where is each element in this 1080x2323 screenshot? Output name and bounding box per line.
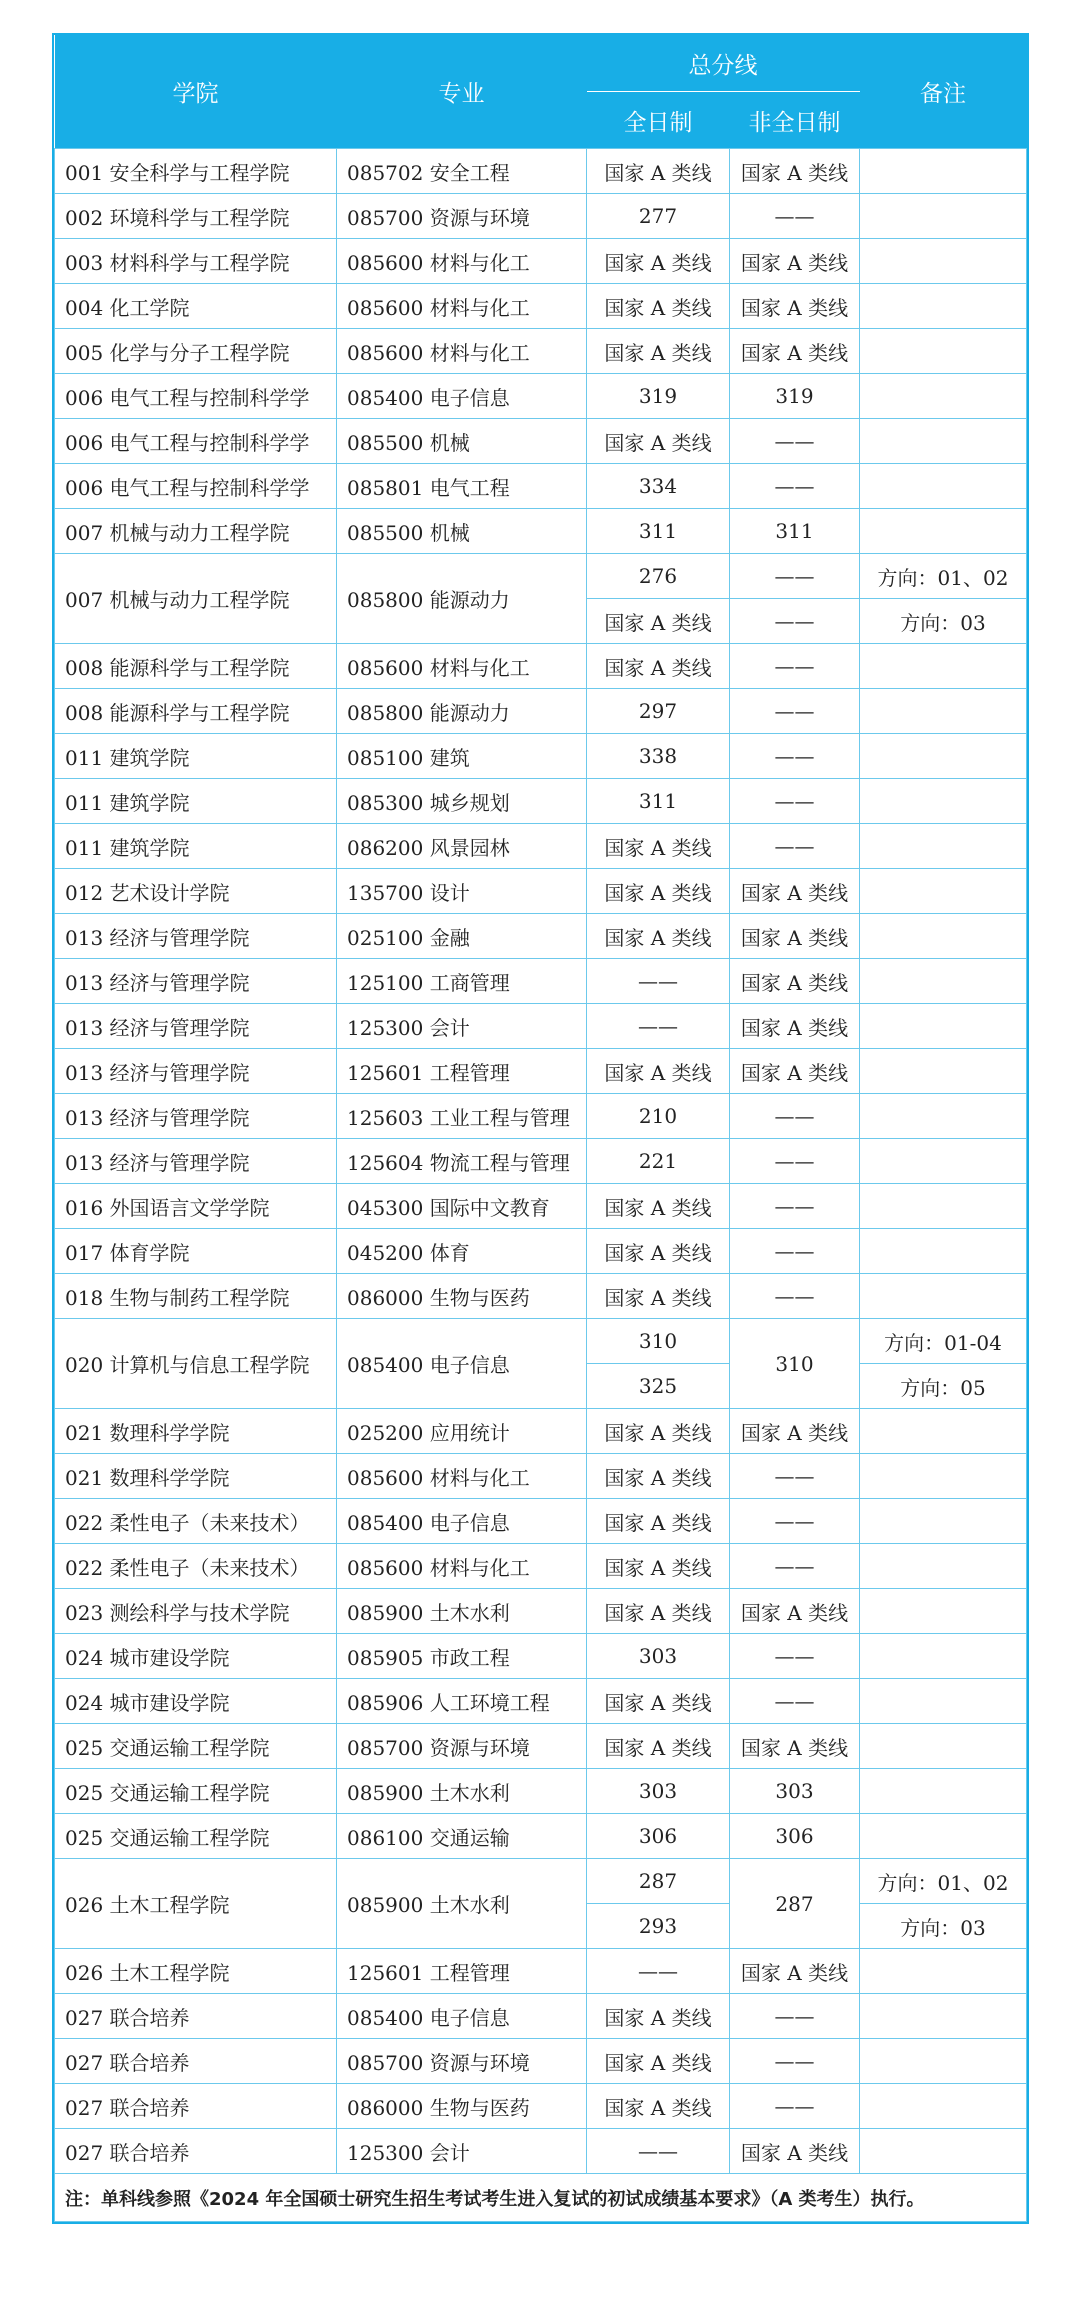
- table-row: [55, 1049, 1027, 1094]
- remark-cell: [860, 329, 1027, 374]
- part-time-score-cell: ——: [730, 1634, 860, 1679]
- major-cell: 085600 材料与化工: [337, 644, 587, 689]
- table-row: [55, 1994, 1027, 2039]
- major-cell: 085600 材料与化工: [337, 1454, 587, 1499]
- remark-cell: [860, 1634, 1027, 1679]
- remark-cell: [860, 1724, 1027, 1769]
- part-time-score-cell: ——: [730, 689, 860, 734]
- part-time-score-cell: 310: [730, 1319, 860, 1409]
- full-time-score-cell: 国家 A 类线: [587, 1589, 730, 1634]
- part-time-score-cell: 国家 A 类线: [730, 149, 860, 194]
- full-time-score-cell: 210: [587, 1094, 730, 1139]
- part-time-score-cell: ——: [730, 464, 860, 509]
- remark-cell: [860, 1094, 1027, 1139]
- college-cell: 013 经济与管理学院: [55, 914, 337, 959]
- full-time-score-cell: 国家 A 类线: [587, 149, 730, 194]
- major-cell: 085702 安全工程: [337, 149, 587, 194]
- college-cell: 013 经济与管理学院: [55, 1004, 337, 1049]
- part-time-score-cell: 国家 A 类线: [730, 959, 860, 1004]
- major-cell: 086100 交通运输: [337, 1814, 587, 1859]
- table-row: [55, 149, 1027, 194]
- full-time-score-cell: 国家 A 类线: [587, 824, 730, 869]
- college-cell: 007 机械与动力工程学院: [55, 554, 337, 644]
- remark-cell: [860, 779, 1027, 824]
- full-time-score-cell: 国家 A 类线: [587, 1049, 730, 1094]
- college-cell: 025 交通运输工程学院: [55, 1724, 337, 1769]
- full-time-score-cell: 221: [587, 1139, 730, 1184]
- major-cell: 045300 国际中文教育: [337, 1184, 587, 1229]
- full-time-score-cell: 277: [587, 194, 730, 239]
- remark-cell: [860, 1679, 1027, 1724]
- full-time-score-cell: 国家 A 类线: [587, 419, 730, 464]
- full-time-score-cell: 国家 A 类线: [587, 2039, 730, 2084]
- college-cell: 023 测绘科学与技术学院: [55, 1589, 337, 1634]
- table-row: [55, 1274, 1027, 1319]
- full-time-score-cell: ——: [587, 1949, 730, 1994]
- table-row: [55, 1229, 1027, 1274]
- table-row: [55, 1679, 1027, 1724]
- full-time-score-cell: 297: [587, 689, 730, 734]
- remark-cell: 方向：05: [860, 1364, 1027, 1409]
- college-cell: 004 化工学院: [55, 284, 337, 329]
- major-cell: 085900 土木水利: [337, 1859, 587, 1949]
- college-cell: 007 机械与动力工程学院: [55, 509, 337, 554]
- table-row: [55, 1139, 1027, 1184]
- college-cell: 011 建筑学院: [55, 779, 337, 824]
- remark-cell: [860, 1049, 1027, 1094]
- table-row: [55, 1949, 1027, 1994]
- full-time-score-cell: 国家 A 类线: [587, 914, 730, 959]
- remark-cell: [860, 914, 1027, 959]
- remark-cell: [860, 2129, 1027, 2174]
- table-row: [55, 734, 1027, 779]
- full-time-score-cell: 319: [587, 374, 730, 419]
- remark-cell: [860, 194, 1027, 239]
- header-major: 专业: [337, 35, 587, 149]
- full-time-score-cell: 国家 A 类线: [587, 1544, 730, 1589]
- major-cell: 085800 能源动力: [337, 689, 587, 734]
- table-row: [55, 869, 1027, 914]
- major-cell: 085400 电子信息: [337, 1319, 587, 1409]
- remark-cell: [860, 1814, 1027, 1859]
- part-time-score-cell: 319: [730, 374, 860, 419]
- major-cell: 125300 会计: [337, 1004, 587, 1049]
- table-body: [55, 149, 1027, 2174]
- table-row: [55, 1769, 1027, 1814]
- remark-cell: 方向：01、02: [860, 1859, 1027, 1904]
- full-time-score-cell: 303: [587, 1634, 730, 1679]
- table-row: [55, 959, 1027, 1004]
- remark-cell: 方向：03: [860, 1904, 1027, 1949]
- remark-cell: 方向：03: [860, 599, 1027, 644]
- major-cell: 125300 会计: [337, 2129, 587, 2174]
- major-cell: 125100 工商管理: [337, 959, 587, 1004]
- major-cell: 086000 生物与医药: [337, 1274, 587, 1319]
- table-row: [55, 1409, 1027, 1454]
- full-time-score-cell: 国家 A 类线: [587, 2084, 730, 2129]
- college-cell: 027 联合培养: [55, 1994, 337, 2039]
- part-time-score-cell: ——: [730, 2039, 860, 2084]
- remark-cell: [860, 1229, 1027, 1274]
- college-cell: 024 城市建设学院: [55, 1634, 337, 1679]
- remark-cell: [860, 1544, 1027, 1589]
- remark-cell: [860, 1769, 1027, 1814]
- header-part-time: 非全日制: [730, 92, 860, 149]
- college-cell: 026 土木工程学院: [55, 1859, 337, 1949]
- college-cell: 022 柔性电子（未来技术）: [55, 1499, 337, 1544]
- full-time-score-cell: 国家 A 类线: [587, 599, 730, 644]
- full-time-score-cell: 国家 A 类线: [587, 239, 730, 284]
- part-time-score-cell: 国家 A 类线: [730, 1004, 860, 1049]
- table-row: [55, 1319, 1027, 1364]
- college-cell: 008 能源科学与工程学院: [55, 644, 337, 689]
- part-time-score-cell: 303: [730, 1769, 860, 1814]
- table-header: [55, 35, 1027, 149]
- full-time-score-cell: 国家 A 类线: [587, 644, 730, 689]
- part-time-score-cell: ——: [730, 419, 860, 464]
- remark-cell: [860, 509, 1027, 554]
- full-time-score-cell: 306: [587, 1814, 730, 1859]
- remark-cell: [860, 2084, 1027, 2129]
- major-cell: 125603 工业工程与管理: [337, 1094, 587, 1139]
- major-cell: 085700 资源与环境: [337, 2039, 587, 2084]
- table-row: [55, 1724, 1027, 1769]
- college-cell: 006 电气工程与控制科学学: [55, 419, 337, 464]
- full-time-score-cell: ——: [587, 959, 730, 1004]
- full-time-score-cell: 325: [587, 1364, 730, 1409]
- part-time-score-cell: ——: [730, 779, 860, 824]
- major-cell: 086200 风景园林: [337, 824, 587, 869]
- part-time-score-cell: 国家 A 类线: [730, 239, 860, 284]
- table-row: [55, 2129, 1027, 2174]
- part-time-score-cell: 311: [730, 509, 860, 554]
- part-time-score-cell: 国家 A 类线: [730, 1589, 860, 1634]
- major-cell: 085600 材料与化工: [337, 1544, 587, 1589]
- college-cell: 027 联合培养: [55, 2039, 337, 2084]
- table-row: [55, 239, 1027, 284]
- remark-cell: [860, 374, 1027, 419]
- part-time-score-cell: ——: [730, 1094, 860, 1139]
- part-time-score-cell: ——: [730, 194, 860, 239]
- table-row: [55, 554, 1027, 599]
- college-cell: 021 数理科学学院: [55, 1409, 337, 1454]
- college-cell: 020 计算机与信息工程学院: [55, 1319, 337, 1409]
- part-time-score-cell: 国家 A 类线: [730, 869, 860, 914]
- full-time-score-cell: 334: [587, 464, 730, 509]
- part-time-score-cell: 国家 A 类线: [730, 329, 860, 374]
- footnote: 注：单科线参照《2024 年全国硕士研究生招生考试考生进入复试的初试成绩基本要求》（A 类考生）执行。: [55, 2174, 1027, 2222]
- college-cell: 002 环境科学与工程学院: [55, 194, 337, 239]
- remark-cell: [860, 869, 1027, 914]
- remark-cell: [860, 1949, 1027, 1994]
- college-cell: 027 联合培养: [55, 2129, 337, 2174]
- part-time-score-cell: 国家 A 类线: [730, 2129, 860, 2174]
- major-cell: 125601 工程管理: [337, 1049, 587, 1094]
- full-time-score-cell: 国家 A 类线: [587, 1409, 730, 1454]
- full-time-score-cell: 276: [587, 554, 730, 599]
- full-time-score-cell: 国家 A 类线: [587, 1679, 730, 1724]
- part-time-score-cell: ——: [730, 1994, 860, 2039]
- remark-cell: [860, 1139, 1027, 1184]
- major-cell: 125601 工程管理: [337, 1949, 587, 1994]
- part-time-score-cell: 国家 A 类线: [730, 1049, 860, 1094]
- part-time-score-cell: ——: [730, 599, 860, 644]
- table-row: [55, 1544, 1027, 1589]
- table-row: [55, 1589, 1027, 1634]
- part-time-score-cell: ——: [730, 1454, 860, 1499]
- major-cell: 085600 材料与化工: [337, 284, 587, 329]
- table-row: [55, 509, 1027, 554]
- remark-cell: [860, 1184, 1027, 1229]
- major-cell: 085600 材料与化工: [337, 239, 587, 284]
- full-time-score-cell: 310: [587, 1319, 730, 1364]
- remark-cell: [860, 149, 1027, 194]
- college-cell: 013 经济与管理学院: [55, 1139, 337, 1184]
- part-time-score-cell: 国家 A 类线: [730, 1724, 860, 1769]
- part-time-score-cell: ——: [730, 1229, 860, 1274]
- full-time-score-cell: 国家 A 类线: [587, 869, 730, 914]
- remark-cell: 方向：01、02: [860, 554, 1027, 599]
- remark-cell: [860, 464, 1027, 509]
- remark-cell: [860, 1004, 1027, 1049]
- major-cell: 025100 金融: [337, 914, 587, 959]
- major-cell: 085900 土木水利: [337, 1589, 587, 1634]
- part-time-score-cell: ——: [730, 1274, 860, 1319]
- college-cell: 024 城市建设学院: [55, 1679, 337, 1724]
- table-row: [55, 824, 1027, 869]
- major-cell: 085900 土木水利: [337, 1769, 587, 1814]
- part-time-score-cell: 国家 A 类线: [730, 284, 860, 329]
- header-college: 学院: [55, 35, 337, 149]
- part-time-score-cell: ——: [730, 824, 860, 869]
- part-time-score-cell: ——: [730, 644, 860, 689]
- full-time-score-cell: 国家 A 类线: [587, 1724, 730, 1769]
- remark-cell: [860, 1274, 1027, 1319]
- college-cell: 013 经济与管理学院: [55, 959, 337, 1004]
- table-row: [55, 284, 1027, 329]
- part-time-score-cell: 306: [730, 1814, 860, 1859]
- full-time-score-cell: 国家 A 类线: [587, 1229, 730, 1274]
- full-time-score-cell: 287: [587, 1859, 730, 1904]
- major-cell: 085801 电气工程: [337, 464, 587, 509]
- table-row: [55, 1859, 1027, 1904]
- remark-cell: [860, 1499, 1027, 1544]
- remark-cell: [860, 1409, 1027, 1454]
- remark-cell: [860, 419, 1027, 464]
- college-cell: 017 体育学院: [55, 1229, 337, 1274]
- table-row: [55, 374, 1027, 419]
- college-cell: 025 交通运输工程学院: [55, 1769, 337, 1814]
- college-cell: 003 材料科学与工程学院: [55, 239, 337, 284]
- major-cell: 085800 能源动力: [337, 554, 587, 644]
- full-time-score-cell: 303: [587, 1769, 730, 1814]
- full-time-score-cell: 293: [587, 1904, 730, 1949]
- major-cell: 085600 材料与化工: [337, 329, 587, 374]
- part-time-score-cell: ——: [730, 1544, 860, 1589]
- major-cell: 135700 设计: [337, 869, 587, 914]
- college-cell: 021 数理科学学院: [55, 1454, 337, 1499]
- college-cell: 022 柔性电子（未来技术）: [55, 1544, 337, 1589]
- part-time-score-cell: 287: [730, 1859, 860, 1949]
- college-cell: 018 生物与制药工程学院: [55, 1274, 337, 1319]
- table-row: [55, 644, 1027, 689]
- part-time-score-cell: ——: [730, 1139, 860, 1184]
- header-remark: 备注: [860, 35, 1027, 149]
- part-time-score-cell: ——: [730, 1679, 860, 1724]
- part-time-score-cell: ——: [730, 734, 860, 779]
- full-time-score-cell: 国家 A 类线: [587, 1274, 730, 1319]
- full-time-score-cell: 国家 A 类线: [587, 1994, 730, 2039]
- remark-cell: [860, 1994, 1027, 2039]
- major-cell: 125604 物流工程与管理: [337, 1139, 587, 1184]
- table-row: [55, 329, 1027, 374]
- table-row: [55, 689, 1027, 734]
- remark-cell: [860, 1589, 1027, 1634]
- remark-cell: [860, 284, 1027, 329]
- table-row: [55, 2084, 1027, 2129]
- full-time-score-cell: 311: [587, 509, 730, 554]
- table-row: [55, 779, 1027, 824]
- major-cell: 086000 生物与医药: [337, 2084, 587, 2129]
- full-time-score-cell: ——: [587, 2129, 730, 2174]
- table-row: [55, 1454, 1027, 1499]
- remark-cell: [860, 239, 1027, 284]
- table-row: [55, 1634, 1027, 1679]
- major-cell: 085400 电子信息: [337, 1499, 587, 1544]
- college-cell: 016 外国语言文学学院: [55, 1184, 337, 1229]
- table-row: [55, 194, 1027, 239]
- table-row: [55, 1004, 1027, 1049]
- major-cell: 085905 市政工程: [337, 1634, 587, 1679]
- college-cell: 026 土木工程学院: [55, 1949, 337, 1994]
- part-time-score-cell: ——: [730, 554, 860, 599]
- college-cell: 013 经济与管理学院: [55, 1049, 337, 1094]
- college-cell: 006 电气工程与控制科学学: [55, 374, 337, 419]
- table-row: [55, 1094, 1027, 1139]
- table-row: [55, 914, 1027, 959]
- header-total-line: 总分线: [587, 35, 860, 92]
- full-time-score-cell: 国家 A 类线: [587, 284, 730, 329]
- college-cell: 025 交通运输工程学院: [55, 1814, 337, 1859]
- remark-cell: [860, 644, 1027, 689]
- full-time-score-cell: 国家 A 类线: [587, 1454, 730, 1499]
- full-time-score-cell: 国家 A 类线: [587, 1184, 730, 1229]
- table-row: [55, 1184, 1027, 1229]
- college-cell: 027 联合培养: [55, 2084, 337, 2129]
- college-cell: 001 安全科学与工程学院: [55, 149, 337, 194]
- part-time-score-cell: ——: [730, 1499, 860, 1544]
- major-cell: 085500 机械: [337, 509, 587, 554]
- college-cell: 013 经济与管理学院: [55, 1094, 337, 1139]
- score-table: [54, 35, 1027, 2222]
- table-row: [55, 2039, 1027, 2084]
- full-time-score-cell: 国家 A 类线: [587, 1499, 730, 1544]
- full-time-score-cell: 311: [587, 779, 730, 824]
- table-row: [55, 1814, 1027, 1859]
- part-time-score-cell: ——: [730, 2084, 860, 2129]
- college-cell: 006 电气工程与控制科学学: [55, 464, 337, 509]
- major-cell: 085500 机械: [337, 419, 587, 464]
- major-cell: 085400 电子信息: [337, 1994, 587, 2039]
- major-cell: 085906 人工环境工程: [337, 1679, 587, 1724]
- major-cell: 045200 体育: [337, 1229, 587, 1274]
- major-cell: 085700 资源与环境: [337, 1724, 587, 1769]
- college-cell: 008 能源科学与工程学院: [55, 689, 337, 734]
- remark-cell: [860, 689, 1027, 734]
- remark-cell: [860, 734, 1027, 779]
- major-cell: 025200 应用统计: [337, 1409, 587, 1454]
- remark-cell: [860, 2039, 1027, 2084]
- part-time-score-cell: 国家 A 类线: [730, 1949, 860, 1994]
- remark-cell: 方向：01-04: [860, 1319, 1027, 1364]
- full-time-score-cell: 国家 A 类线: [587, 329, 730, 374]
- major-cell: 085100 建筑: [337, 734, 587, 779]
- remark-cell: [860, 1454, 1027, 1499]
- part-time-score-cell: 国家 A 类线: [730, 1409, 860, 1454]
- major-cell: 085300 城乡规划: [337, 779, 587, 824]
- part-time-score-cell: 国家 A 类线: [730, 914, 860, 959]
- college-cell: 011 建筑学院: [55, 734, 337, 779]
- table-row: [55, 419, 1027, 464]
- major-cell: 085700 资源与环境: [337, 194, 587, 239]
- college-cell: 005 化学与分子工程学院: [55, 329, 337, 374]
- full-time-score-cell: ——: [587, 1004, 730, 1049]
- table-row: [55, 1499, 1027, 1544]
- full-time-score-cell: 338: [587, 734, 730, 779]
- table-row: [55, 464, 1027, 509]
- remark-cell: [860, 959, 1027, 1004]
- header-full-time: 全日制: [587, 92, 730, 149]
- remark-cell: [860, 824, 1027, 869]
- college-cell: 012 艺术设计学院: [55, 869, 337, 914]
- major-cell: 085400 电子信息: [337, 374, 587, 419]
- part-time-score-cell: ——: [730, 1184, 860, 1229]
- college-cell: 011 建筑学院: [55, 824, 337, 869]
